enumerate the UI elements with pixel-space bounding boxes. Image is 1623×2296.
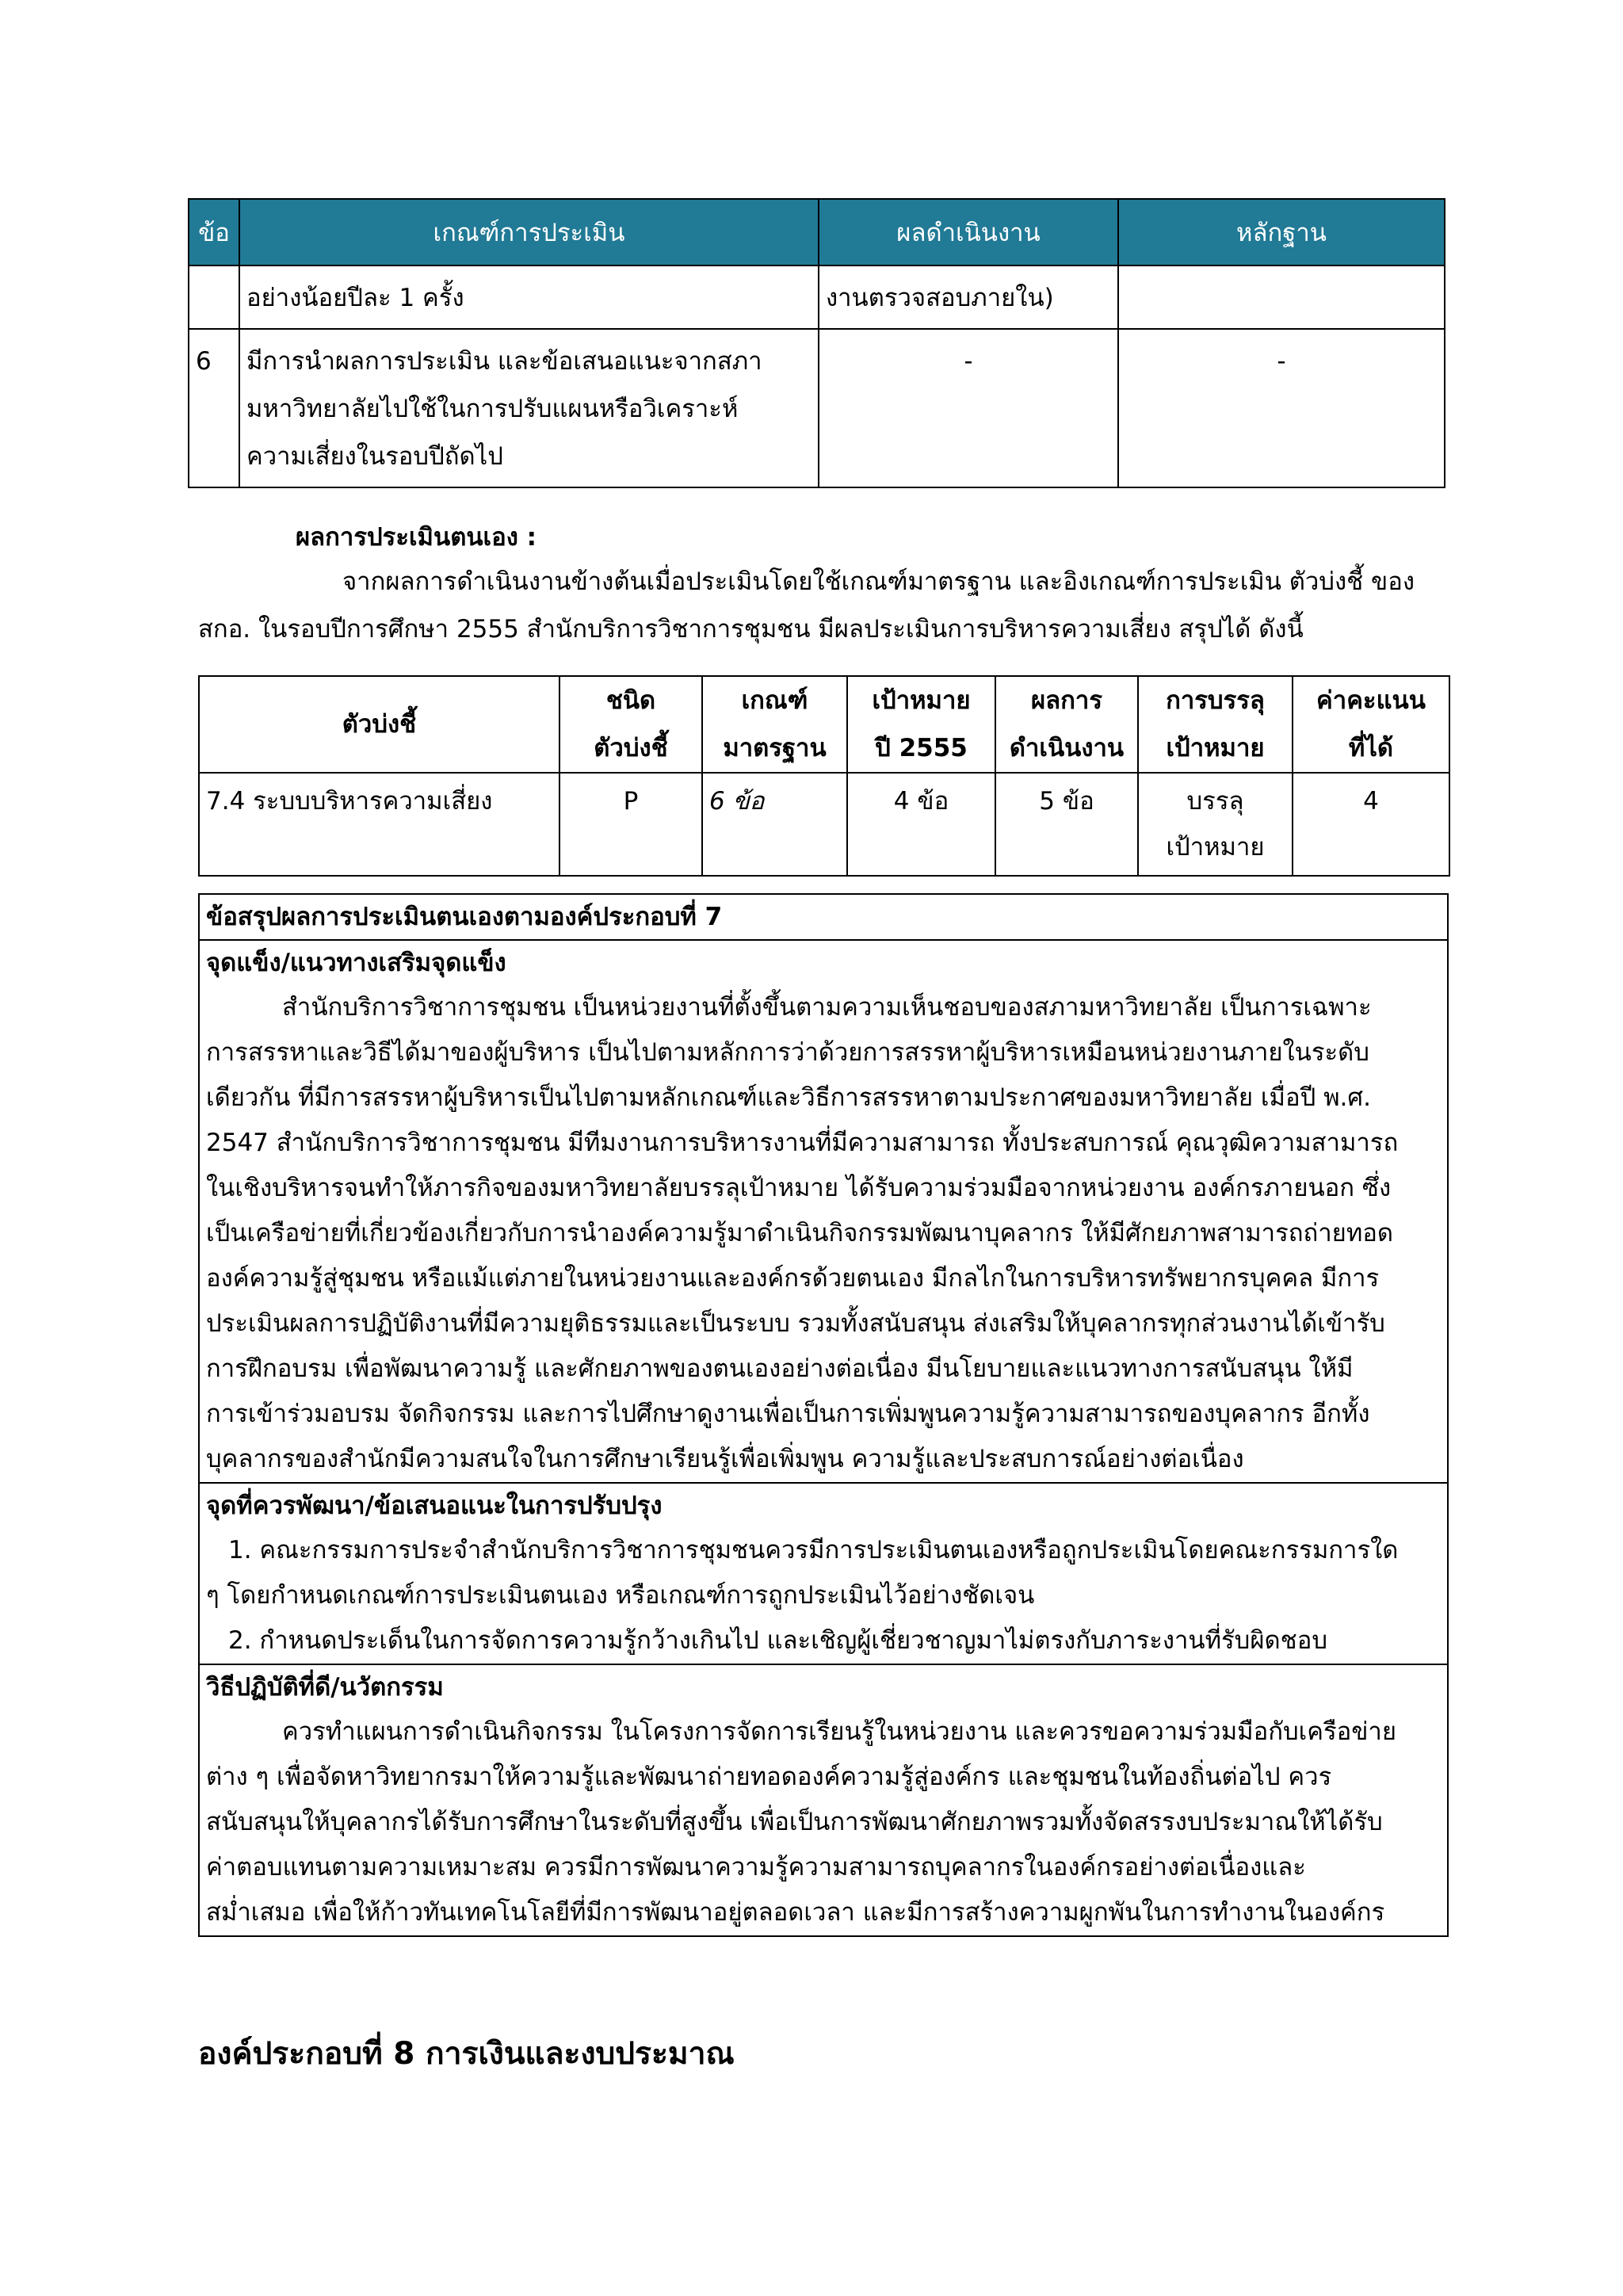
strengths-line: องค์ความรู้สู่ชุมชน หรือแม้แต่ภายในหน่วยงานและองค์กรด้วยตนเอง มีกลไกในการบริหารทรัพยากรบุคคล มีการ [206,1264,1380,1293]
header-line: ที่ได้ [1348,734,1394,762]
section-heading: องค์ประกอบที่ 8 การเงินและงบประมาณ [198,2036,735,2072]
header-line: เกณฑ์ [741,686,808,715]
header-result [995,676,1138,773]
header-criteria: เกณฑ์การประเมิน [239,199,819,266]
strengths-line: บุคลากรของสำนักมีความสนใจในการศึกษาเรียนรู้เพื่อเพิ่มพูน ความรู้และประสบการณ์อย่างต่อเนื่อง [206,1445,1244,1473]
row-criteria [239,329,819,487]
strengths-line: ในเชิงบริหารจนทำให้ภารกิจของมหาวิทยาลัยบรรลุเป้าหมาย ได้รับความร่วมมือจากหน่วยงาน องค์กรภายนอก ซึ่ง [206,1174,1392,1202]
criteria-line: มีการนำผลการประเมิน และข้อเสนอแนะจากสภา [246,347,762,376]
indicator-table [198,675,1450,877]
header-line: ผลการ [1031,686,1102,715]
header-line: เป้าหมาย [1166,734,1265,762]
header-line: เป้าหมาย [872,686,971,715]
strengths-line: 2547 สำนักบริการวิชาการชุมชน มีทีมงานการบริหารงานที่มีความสามารถ ทั้งประสบการณ์ คุณวุฒิความสามารถ [206,1129,1399,1157]
strengths-cell [199,940,1448,1483]
row-criteria [239,266,819,329]
row-no [189,266,239,329]
self-assessment-heading: ผลการประเมินตนเอง : [296,523,537,552]
best-practice-line: ควรทำแผนการดำเนินกิจกรรม ในโครงการจัดการเรียนรู้ในหน่วยงาน และควรขอความร่วมมือกับเครือข่าย [282,1717,1397,1746]
strengths-line: สำนักบริการวิชาการชุมชน เป็นหน่วยงานที่ตั้งขึ้นตามความเห็นชอบของสภามหาวิทยาลัย เป็นการเฉพาะ [282,993,1372,1022]
header-result: ผลดำเนินงาน [819,199,1118,266]
strengths-line: ประเมินผลการปฏิบัติงานที่มีความยุติธรรมและเป็นระบบ รวมทั้งสนับสนุน ส่งเสริมให้บุคลากรทุกส่วนงานได้เข้ารับ [206,1309,1385,1338]
cell-indicator: 7.4 ระบบบริหารความเสี่ยง [199,773,559,876]
self-assessment-line: จากผลการดำเนินงานข้างต้นเมื่อประเมินโดยใช้เกณฑ์มาตรฐาน และอิงเกณฑ์การประเมิน ตัวบ่งชี้ ของ [342,567,1415,596]
cell-target: 4 ข้อ [847,773,995,876]
best-practice-section [199,1664,1448,1936]
summary-title-row [199,894,1448,940]
improvements-line: 1. คณะกรรมการประจำสำนักบริการวิชาการชุมชนควรมีการประเมินตนเองหรือถูกประเมินโดยคณะกรรมการใด [228,1536,1399,1564]
header-line: ชนิด [605,686,656,715]
improvements-cell [199,1483,1448,1664]
row-evidence: - [1118,329,1445,487]
cell-standard: 6 ข้อ [702,773,847,876]
header-line: การบรรลุ [1166,686,1265,715]
summary-title-cell [199,894,1448,940]
header-no: ข้อ [189,199,239,266]
strengths-section [199,940,1448,1483]
criteria-line: ความเสี่ยงในรอบปีถัดไป [246,442,503,471]
header-target [847,676,995,773]
row-result: งานตรวจสอบภายใน) [819,266,1118,329]
improvements-line: 2. กำหนดประเด็นในการจัดการความรู้กว้างเกินไป และเชิญผู้เชี่ยวชาญมาไม่ตรงกับภาระงานที่รับผิดชอบ [228,1626,1327,1655]
header-line: ปี 2555 [875,734,968,762]
strengths-line: การเข้าร่วมอบรม จัดกิจกรรม และการไปศึกษาดูงานเพื่อเป็นการเพิ่มพูนความรู้ความสามารถของบุคลากร อีกทั้ง [206,1400,1370,1428]
summary-title: ข้อสรุปผลการประเมินตนเองตามองค์ประกอบที่ 7 [206,903,723,931]
strengths-line: เดียวกัน ที่มีการสรรหาผู้บริหารเป็นไปตามหลักเกณฑ์และวิธีการสรรหาตามประกาศของมหาวิทยาลัย เมื่อปี พ.ศ. [206,1083,1371,1112]
table-row [199,773,1449,876]
header-achievement [1138,676,1293,773]
strengths-line: การฝึกอบรม เพื่อพัฒนาความรู้ และศักยภาพของตนเองอย่างต่อเนื่อง มีนโยบายและแนวทางการสนับสนุน ให้มี [206,1354,1354,1383]
row-evidence [1118,266,1445,329]
header-line: ตัวบ่งชี้ [342,710,417,739]
cell-score: 4 [1293,773,1449,876]
cell-achievement [1138,773,1293,876]
header-line: ตัวบ่งชี้ [594,734,668,762]
header-indicator [199,676,559,773]
criteria-line: มหาวิทยาลัยไปใช้ในการปรับแผนหรือวิเคราะห์ [246,395,739,423]
header-line: มาตรฐาน [723,734,827,762]
best-practice-line: สม่ำเสมอ เพื่อให้ก้าวทันเทคโนโลยีที่มีการพัฒนาอยู่ตลอดเวลา และมีการสร้างความผูกพันในการทำงานในองค์กร [206,1898,1385,1927]
indicator-table-header [199,676,1449,773]
best-practice-heading: วิธีปฏิบัติที่ดี/นวัตกรรม [206,1673,444,1702]
criteria-table-header [189,199,1445,266]
improvements-section [199,1483,1448,1664]
best-practice-line: สนับสนุนให้บุคลากรได้รับการศึกษาในระดับที่สูงขึ้น เพื่อเป็นการพัฒนาศักยภาพรวมทั้งจัดสรรงบประมาณให้ได้รับ [206,1808,1383,1836]
row-no: 6 [189,329,239,487]
best-practice-line: ต่าง ๆ เพื่อจัดหาวิทยากรมาให้ความรู้และพัฒนาถ่ายทอดองค์ความรู้สู่องค์กร และชุมชนในท้องถิ่นต่อไป ควร [206,1763,1332,1791]
header-type [559,676,702,773]
header-evidence: หลักฐาน [1118,199,1445,266]
table-row [189,329,1445,487]
achievement-line: บรรลุ [1186,787,1244,816]
header-line: ดำเนินงาน [1009,734,1125,762]
improvements-heading: จุดที่ควรพัฒนา/ข้อเสนอแนะในการปรับปรุง [206,1492,663,1520]
criteria-table [188,198,1445,488]
header-score [1293,676,1449,773]
self-assessment-line: สกอ. ในรอบปีการศึกษา 2555 สำนักบริการวิชาการชุมชน มีผลประเมินการบริหารความเสี่ยง สรุปได้ ดังนี้ [198,615,1304,644]
improvements-line: ๆ โดยกำหนดเกณฑ์การประเมินตนเอง หรือเกณฑ์การถูกประเมินไว้อย่างชัดเจน [206,1581,1035,1610]
strengths-line: เป็นเครือข่ายที่เกี่ยวข้องเกี่ยวกับการนำองค์ความรู้มาดำเนินกิจกรรมพัฒนาบุคลากร ให้มีศักยภาพสามารถถ่ายทอด [206,1219,1394,1247]
header-line: ค่าคะแนน [1316,686,1426,715]
criteria-line: อย่างน้อยปีละ 1 ครั้ง [246,284,464,312]
header-standard [702,676,847,773]
row-result: - [819,329,1118,487]
table-row [189,266,1445,329]
best-practice-cell [199,1664,1448,1936]
cell-type: P [559,773,702,876]
best-practice-line: ค่าตอบแทนตามความเหมาะสม ควรมีการพัฒนาความรู้ความสามารถบุคลากรในองค์กรอย่างต่อเนื่องและ [206,1853,1306,1881]
cell-result: 5 ข้อ [995,773,1138,876]
summary-box [198,893,1449,1937]
achievement-line: เป้าหมาย [1166,833,1265,861]
strengths-heading: จุดแข็ง/แนวทางเสริมจุดแข็ง [206,949,506,977]
strengths-line: การสรรหาและวิธีได้มาของผู้บริหาร เป็นไปตามหลักการว่าด้วยการสรรหาผู้บริหารเหมือนหน่วยงานภายในระดับ [206,1038,1369,1067]
